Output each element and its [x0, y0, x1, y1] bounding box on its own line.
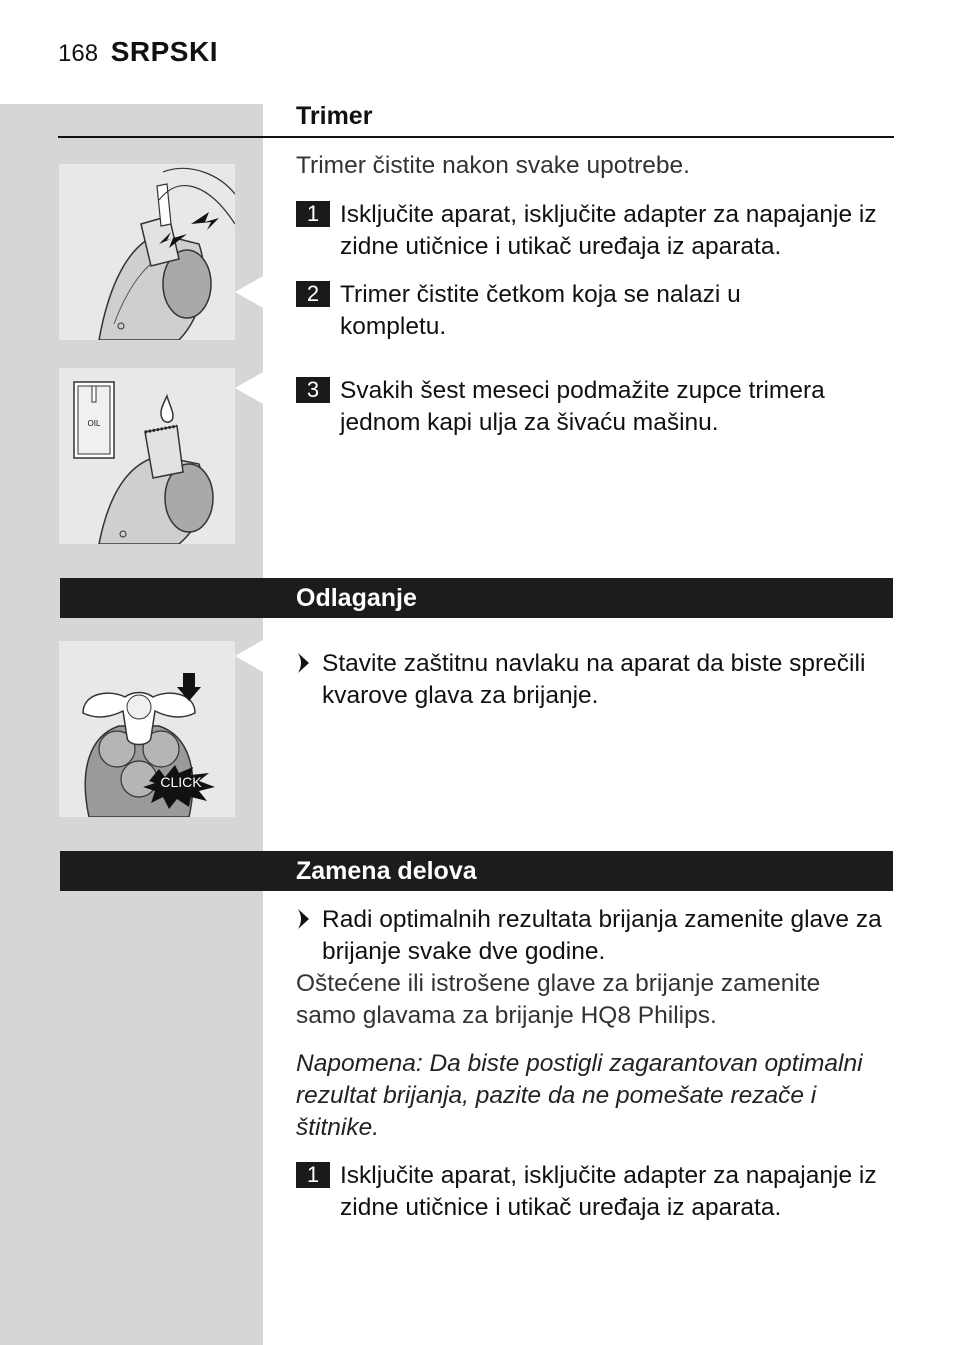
step-text: Svakih šest meseci podmažite zupce trimera jednom kapi ulja za šivaću mašinu. [340, 377, 825, 436]
step-number: 1 [296, 1162, 330, 1188]
step-number: 2 [296, 281, 330, 307]
section-title-odlaganje: Odlaganje [296, 584, 417, 612]
zamena-text: Oštećene ili istrošene glave za brijanje zamenite samo glavama za brijanje HQ8 Philips. [296, 970, 821, 1029]
page-number: 168 [58, 40, 99, 67]
illustration-pointer [235, 640, 263, 672]
oil-bottle-label: OIL [87, 419, 101, 428]
trimer-step-1 [296, 199, 896, 263]
bullet-text: Stavite zaštitnu navlaku na aparat da biste sprečili kvarove glava za brijanje. [322, 650, 866, 709]
section-bar-zamena-delova [60, 851, 893, 891]
trimer-step-2 [296, 279, 896, 343]
click-label: CLICK [160, 774, 202, 790]
odlaganje-bullet [296, 648, 896, 712]
page-language: SRPSKI [110, 36, 218, 67]
trimer-intro: Trimer čistite nakon svake upotrebe. [296, 152, 690, 179]
section-title-trimer: Trimer [296, 102, 373, 130]
bullet-text: Radi optimalnih rezultata brijanja zamenite glave za brijanje svake dve godine. [322, 906, 882, 965]
section-bar-odlaganje [60, 578, 893, 618]
trimer-step-3 [296, 375, 896, 439]
illustration-trimmer-oil [59, 368, 235, 544]
zamena-step-1 [296, 1160, 896, 1224]
zamena-note: Napomena: Da biste postigli zagarantovan optimalni rezultat brijanja, pazite da ne pomešate rezače i štitnike. [296, 1050, 863, 1141]
illustration-protection-cap [59, 641, 235, 817]
page-header [58, 36, 218, 68]
step-text: Isključite aparat, isključite adapter za napajanje iz zidne utičnice i utikač uređaja iz aparata. [340, 201, 877, 260]
section-divider [58, 136, 894, 138]
step-text: Trimer čistite četkom koja se nalazi u kompletu. [340, 281, 741, 340]
step-text: Isključite aparat, isključite adapter za napajanje iz zidne utičnice i utikač uređaja iz aparata. [340, 1162, 877, 1221]
zamena-bullet [296, 904, 896, 968]
illustration-trimmer-brush [59, 164, 235, 340]
step-number: 1 [296, 201, 330, 227]
step-number: 3 [296, 377, 330, 403]
illustration-pointer [235, 276, 263, 308]
illustration-pointer [235, 372, 263, 404]
section-title-zamena-delova: Zamena delova [296, 857, 477, 885]
